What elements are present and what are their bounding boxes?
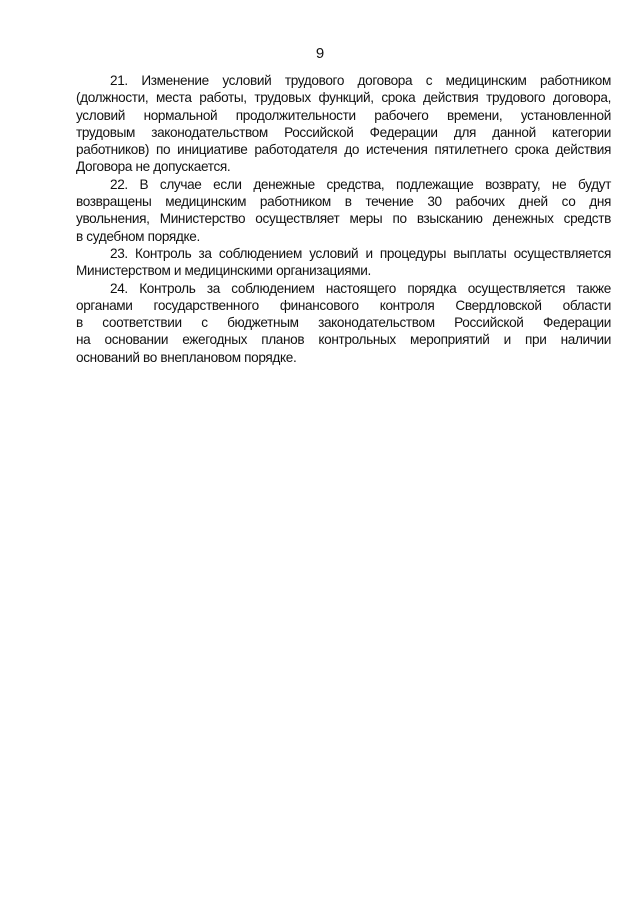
text-line: в соответствии с бюджетным законодательством Российской Федерации	[76, 315, 611, 331]
page-number: 9	[315, 45, 325, 62]
paragraph-24	[76, 280, 611, 366]
text-line: условий нормальной продолжительности рабочего времени, установленной	[76, 107, 611, 123]
document-body	[76, 72, 611, 366]
text-line: (должности, места работы, трудовых функций, срока действия трудового договора,	[76, 90, 611, 106]
text-line: Министерством и медицинскими организациями.	[76, 263, 371, 279]
text-line: на основании ежегодных планов контрольных мероприятий и при наличии	[76, 332, 611, 348]
text-line: Договора не допускается.	[76, 159, 231, 175]
text-line: оснований во внеплановом порядке.	[76, 349, 297, 365]
text-line: 21. Изменение условий трудового договора с медицинским работником	[110, 73, 611, 88]
text-line: 23. Контроль за соблюдением условий и процедуры выплаты осуществляется	[110, 245, 611, 261]
text-line: трудовым законодательством Российской Федерации для данной категории	[76, 124, 611, 140]
paragraph-21	[76, 72, 611, 176]
text-line: увольнения, Министерство осуществляет меры по взысканию денежных средств	[76, 211, 611, 227]
paragraph-23	[76, 245, 611, 280]
text-line: возвращены медицинским работником в течение 30 рабочих дней со дня	[76, 194, 611, 210]
text-line: органами государственного финансового контроля Свердловской области	[76, 297, 611, 313]
text-line: 24. Контроль за соблюдением настоящего порядка осуществляется также	[110, 280, 611, 296]
text-line: 22. В случае если денежные средства, подлежащие возврату, не будут	[110, 176, 611, 192]
text-line: в судебном порядке.	[76, 228, 200, 244]
paragraph-22	[76, 176, 611, 245]
text-line: работников) по инициативе работодателя до истечения пятилетнего срока действия	[76, 142, 611, 158]
